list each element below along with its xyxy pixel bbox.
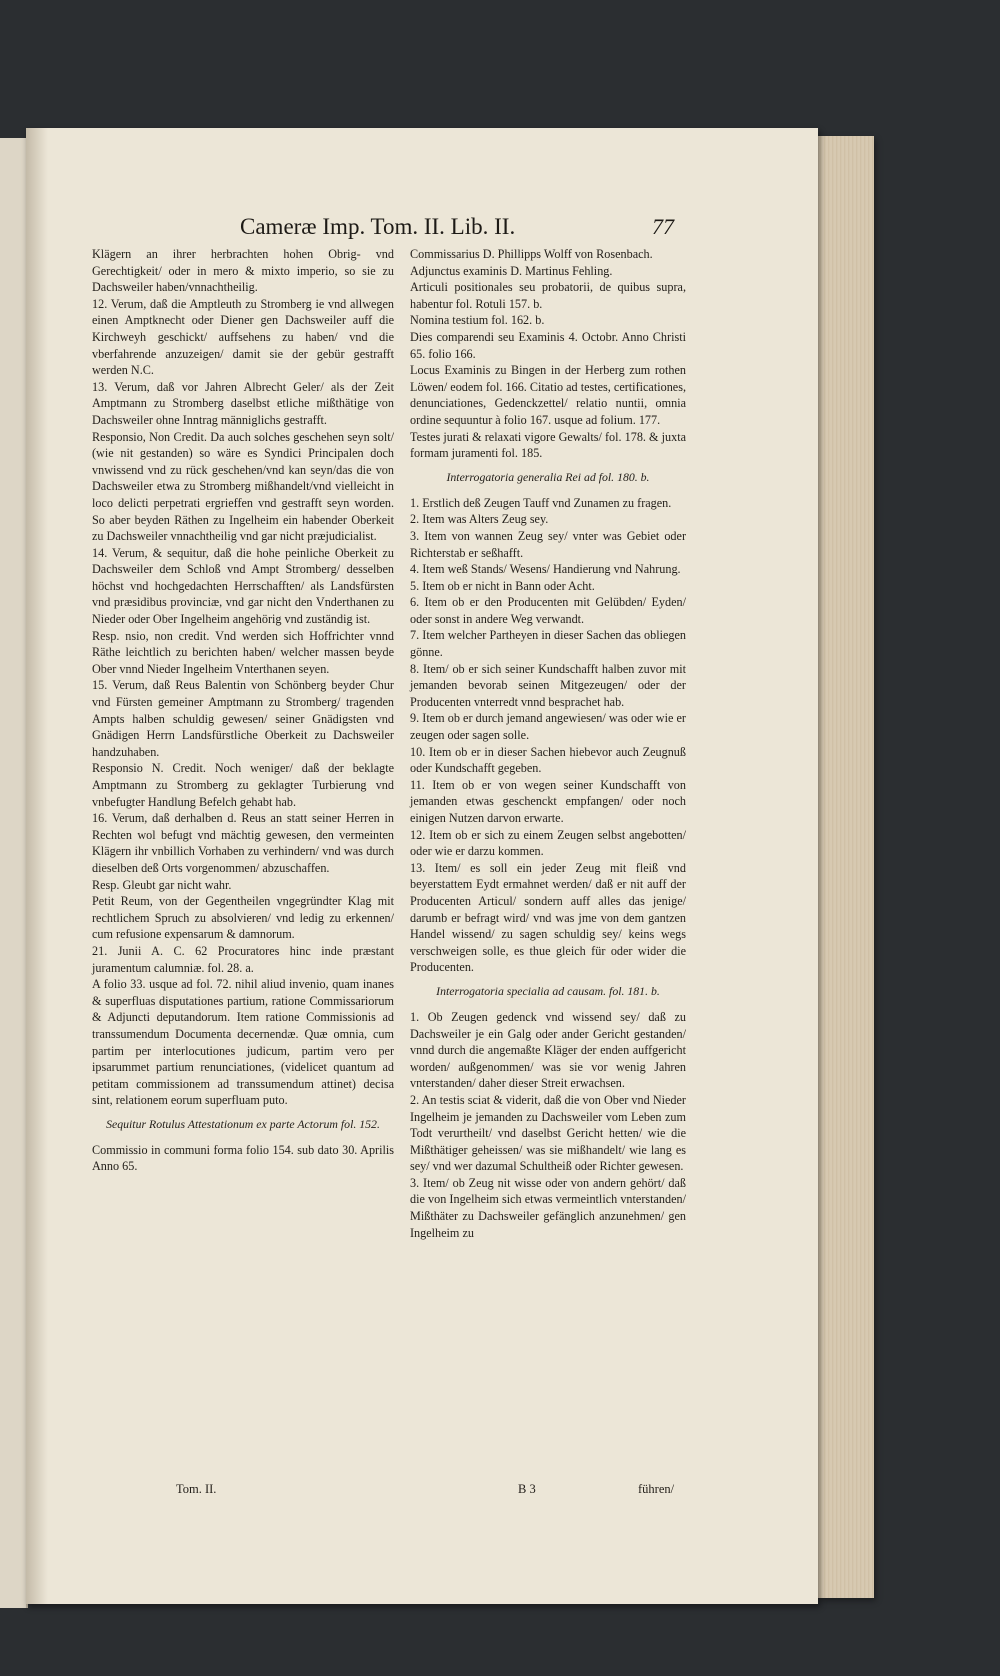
page-stack-edge (818, 136, 874, 1598)
paragraph: Resp. Gleubt gar nicht wahr. (92, 877, 232, 892)
running-head: Cameræ Imp. Tom. II. Lib. II. (240, 214, 516, 239)
volume-label: Tom. II. (176, 1482, 217, 1496)
list-item: 1. Erstlich deß Zeugen Tauff vnd Zunamen zu fragen. (410, 495, 672, 510)
gutter-shadow (26, 128, 48, 1604)
paragraph: 21. Junii A. C. 62 Procuratores hinc inde præstant juramentum calumniæ. fol. 28. a. (92, 943, 394, 975)
paragraph: Responsio N. Credit. Noch weniger/ daß der beklagte Amptmann zu Stromberg zu geklagter Turbierung vnd vnbefugter Handlung Befelch gehabt hab. (92, 761, 394, 809)
list-item: 9. Item ob er durch jemand angewiesen/ was oder wie er zeugen oder sagen solle. (410, 711, 686, 743)
paragraph: Commissio in communi forma folio 154. sub dato 30. Aprilis Anno 65. (92, 1142, 394, 1174)
paragraph: 13. Verum, daß vor Jahren Albrecht Geler/ als der Zeit Amptmann zu Stromberg daselbst etliche mißthätige von Dachsweiler ohne Inntrag männiglichs gestrafft. (92, 379, 394, 427)
list-item: 2. Item was Alters Zeug sey. (410, 512, 549, 527)
list-item: 7. Item welcher Partheyen in dieser Sachen das obliegen gönne. (410, 628, 686, 660)
list-item: 4. Item weß Stands/ Wesens/ Handierung vnd Nahrung. (410, 562, 681, 577)
paragraph: Responsio, Non Credit. Da auch solches geschehen seyn solt/ (wie nit gestanden) so wäre es Syndici Principalen doch vnwissend vnd zu rück geschehen/vnd kan seyn/das die von Dachsweiler etwa zu Stromberg mißhandelt/vnd vielleicht in loco delicti perpetrati ergrieffen vnd gestrafft seyn worden. So aber beyden Räthen zu Ingelheim ein habender Oberkeit zu Dachsweiler vnnachtheilig vnd gar nicht præjudicialist. (92, 429, 394, 544)
paragraph: 14. Verum, & sequitur, daß die hohe peinliche Oberkeit zu Dachsweiler dem Schloß vnd Ampt Stromberg/ desselben höchst vnd hochgedachten Herrschafften/ als Landsfürsten vnd præsidibus provinciæ, vnd gar nicht den Vnderthanen zu Nieder oder Ober Ingelheim angehörig vnd zuständig ist. (92, 545, 394, 627)
list-item: 3. Item/ ob Zeug nit wisse oder von andern gehört/ daß die von Ingelheim sich etwas vermeintlich vnterstanden/ Mißthäter zu Dachsweiler gefänglich anzunehmen/ gen Ingelheim zu (410, 1175, 686, 1240)
list-item: 8. Item/ ob er sich seiner Kundschafft halben zuvor mit jemanden bevorab seinen Mitgezeugen/ oder der Producenten vnterredt vnnd besprachet hab. (410, 661, 686, 709)
list-item: 3. Item von wannen Zeug sey/ vnter was Gebiet oder Richterstab er seßhafft. (410, 528, 686, 560)
paragraph: Locus Examinis zu Bingen in der Herberg zum rothen Löwen/ eodem fol. 166. Citatio ad testes, certificationes, denunciationes, Gedenckzettel/ relatio nuntii, omnia ordine sequuntur à folio 167. usque ad folium. 177. (410, 363, 686, 427)
section-heading: Interrogatoria generalia Rei ad fol. 180. b. (446, 469, 650, 484)
paragraph: Dies comparendi seu Examinis 4. Octobr. Anno Christi 65. folio 166. (410, 329, 686, 361)
list-item: 11. Item ob er von wegen seiner Kundschafft von jemanden etwas geschenckt empfangen/ oder noch einigen Nutzen darvon erwarte. (410, 777, 686, 825)
paragraph: 16. Verum, daß derhalben d. Reus an statt seiner Herren in Rechten wol befugt vnd mächtig gewesen, den vermeinten Klägern ihr vnbillich Vorhaben zu verhindern/ vnd was durch dieselben deß Orts vorgenommen/ abzuschaffen. (92, 811, 394, 875)
left-column (92, 246, 394, 1175)
section-heading: Sequitur Rotulus Attestationum ex parte Actorum fol. 152. (106, 1116, 380, 1131)
paragraph: Resp. nsio, non credit. Vnd werden sich Hoffrichter vnnd Räthe leichtlich zu berichten haben/ welcher massen beyde Ober vnnd Nieder Ingelheim Vnterthanen seyen. (92, 628, 394, 676)
list-item: 13. Item/ es soll ein jeder Zeug mit fleiß vnd beyerstattem Eydt ermahnet werden/ daß er nit auff der Producenten Articul/ sondern auff alles das jenige/ darumb er befragt wird/ vnd was jme von dem gantzen Handel wissend/ zu sagen schuldig sey/ keins wegs verschweigen solle, es thue gleich für oder wider die Producenten. (410, 860, 686, 975)
signature-mark: B 3 (518, 1482, 536, 1496)
facing-page-edge (0, 138, 28, 1608)
list-item: 10. Item ob er in dieser Sachen hiebevor auch Zeugnuß oder Kundschafft gegeben. (410, 744, 686, 776)
list-item: 6. Item ob er den Producenten mit Gelübden/ Eyden/ oder sonst in andere Weg verwandt. (410, 595, 686, 626)
paragraph: 15. Verum, daß Reus Balentin von Schönberg beyder Chur vnd Fürsten gemeiner Amptmann zu Stromberg/ tragenden Ampts halben schuldig gewesen/ seiner Gnädigsten vnd Gnädigen Herrn Landsfürstliche Oberkeit zu Dachsweiler handzuhaben. (92, 678, 394, 759)
catchword: führen/ (638, 1482, 675, 1496)
right-column (410, 246, 686, 1241)
list-item: 12. Item ob er sich zu einem Zeugen selbst angebotten/ oder wie er darzu kommen. (410, 827, 686, 859)
paragraph: A folio 33. usque ad fol. 72. nihil aliud invenio, quam inanes & superfluas disputationes partium, ratione Commissariorum & Adjuncti deputandorum. Item ratione Commissionis ad transsumendum Documenta decernendæ. Quæ omnia, cum partim per interlocutiones judicum, partim vero per ipsarummet partium renunciationes, (videlicet quantum ad petitam commissionem ad transsumendum attinet) decisa sint, relationem eorum superfluam puto. (92, 977, 394, 1108)
list-item: 2. An testis sciat & viderit, daß die von Ober vnd Nieder Ingelheim je jemanden zu Dachsweiler vom Leben zum Todt verurtheilt/ vnd daselbst Gericht hetten/ wie die Mißthätiger geheissen/ was sie mißhandelt/ wie lang es sey/ vnd wer dazumal Schultheiß oder Richter gewesen. (410, 1092, 686, 1174)
section-heading: Interrogatoria specialia ad causam. fol. 181. b. (436, 983, 660, 998)
paragraph: Adjunctus examinis D. Martinus Fehling. (410, 263, 613, 278)
paragraph: 12. Verum, daß die Amptleuth zu Stromberg ie vnd allwegen einen Amptknecht oder Diener gen Dachsweiler auff die Kirchweyh geschickt/ auffsehens zu haben/ vnd die vberfahrende anzuzeigen/ damit sie der gebür gestrafft werden N.C. (92, 296, 394, 378)
paragraph: Articuli positionales seu probatorii, de quibus supra, habentur fol. Rotuli 157. b. (410, 280, 686, 311)
page-number: 77 (652, 214, 674, 239)
paragraph: Petit Reum, von der Gegentheilen vngegründter Klag mit rechtlichem Spruch zu absolvieren/ vnd ledig zu erkennen/ cum refusione expensarum & damnorum. (92, 894, 394, 942)
paragraph: Testes jurati & relaxati vigore Gewalts/ fol. 178. & juxta formam juramenti fol. 185. (410, 429, 686, 461)
list-item: 1. Ob Zeugen gedenck vnd wissend sey/ daß zu Dachsweiler je ein Galg oder ander Gericht gestanden/ vnnd durch die angemaßte Kläger der enden auffgericht worden/ außgenommen/ was sie vor wenig Jahren vnterstanden/ daher dieser Streit erwachsen. (410, 1009, 686, 1091)
paragraph: Commissarius D. Phillipps Wolff von Rosenbach. (410, 247, 653, 261)
list-item: 5. Item ob er nicht in Bann oder Acht. (410, 578, 595, 593)
paragraph: Nomina testium fol. 162. b. (410, 313, 545, 328)
paragraph: Klägern an ihrer herbrachten hohen Obrig- vnd Gerechtigkeit/ oder in mero & mixto imperio, so sie zu Dachsweiler haben/vnnachtheilig. (92, 247, 394, 295)
